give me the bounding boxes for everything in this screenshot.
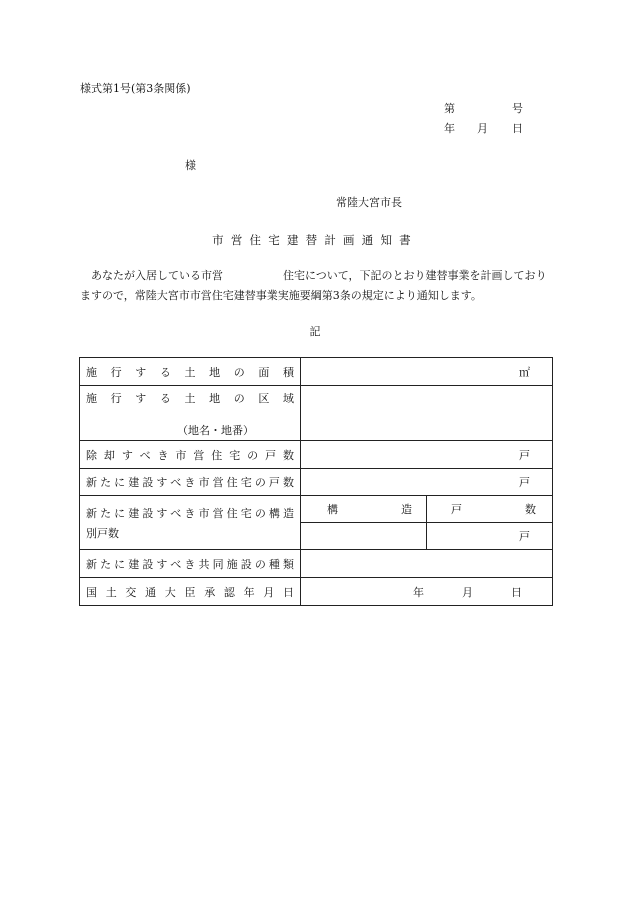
area-label: 施行する土地の面積: [80, 358, 301, 386]
notice-table: [79, 357, 553, 606]
structure-header-b: 造: [401, 503, 412, 516]
zone-value: [301, 386, 553, 441]
table-row: [80, 469, 553, 496]
structure-units-value: [427, 523, 553, 550]
new-count-unit: 戸: [519, 476, 530, 489]
date-year: 年: [444, 122, 455, 135]
table-row: [80, 358, 553, 386]
approval-label: 国土交通大臣承認年月日: [80, 578, 301, 606]
doc-number-suffix: 号: [512, 102, 523, 115]
date-day: 日: [512, 122, 523, 135]
body-part-3: りますので，常陸大宮市市営住宅建替事業実施要綱第3条の規定により通知します。: [80, 269, 547, 302]
approval-date: [301, 578, 553, 606]
zone-sub-label: （地名・地番）: [177, 424, 254, 437]
body-paragraph: [80, 266, 555, 306]
area-value: [301, 358, 553, 386]
doc-number-prefix: 第: [444, 102, 455, 115]
units-header-b: 数: [525, 503, 536, 516]
units-header: [427, 496, 553, 523]
structure-header-a: 構: [327, 503, 338, 516]
structure-unit: 戸: [519, 530, 530, 543]
document-title: 市営住宅建替計画通知書: [212, 233, 418, 247]
table-row: [80, 496, 553, 523]
table-row: [80, 550, 553, 578]
units-header-a: 戸: [451, 503, 462, 516]
structure-label-cell: [80, 496, 301, 550]
ki-heading: 記: [309, 325, 321, 338]
area-unit: ㎡: [519, 365, 530, 379]
approval-day: 日: [511, 585, 522, 599]
addressee: 様: [185, 159, 196, 172]
table-row: [80, 578, 553, 606]
structure-label-line-1: 新たに建設すべき市営住宅の構造: [86, 506, 294, 520]
zone-label: 施行する土地の区域: [86, 392, 294, 405]
body-part-1: あなたが入居している市営: [91, 269, 223, 282]
structure-label-line-2: 別戸数: [86, 526, 119, 540]
demolish-unit: 戸: [519, 448, 530, 462]
structure-header: [301, 496, 427, 523]
form-number: 様式第1号(第3条関係): [80, 82, 191, 95]
facility-value: [301, 550, 553, 578]
body-part-2: 住宅について，下記のとおり建替事業を計画してお: [283, 269, 536, 282]
table-row: [80, 386, 553, 441]
new-count-value: [301, 469, 553, 496]
approval-year: 年: [413, 585, 424, 599]
demolish-label: 除却すべき市営住宅の戸数: [80, 441, 301, 469]
issuer: 常陸大宮市長: [336, 196, 402, 209]
zone-label-cell: [80, 386, 301, 441]
demolish-value: [301, 441, 553, 469]
facility-label: 新たに建設すべき共同施設の種類: [80, 550, 301, 578]
new-count-label: 新たに建設すべき市営住宅の戸数: [80, 469, 301, 496]
structure-value: [301, 523, 427, 550]
date-month: 月: [477, 122, 488, 135]
table-row: [80, 441, 553, 469]
approval-month: 月: [462, 585, 473, 599]
